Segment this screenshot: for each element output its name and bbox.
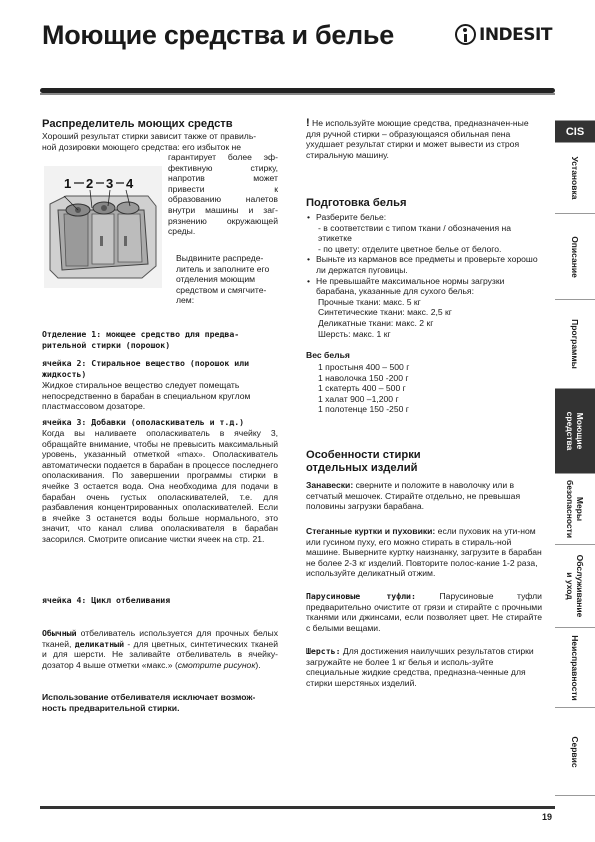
cell-3-text: Когда вы наливаете ополаскиватель в ячейку 3, обращайте внимание, чтобы не превысить максимальный уровень, указанный отметкой «max». Ополаскиватель автоматически подается в барабан в процессе последнего ополаскивания. По завершении программы стирки в ячейке 3 остается вода. Она необходима для подачи в барабан очень густых ополаскивателей, т.е. для разбавления концентрированных ополаскивателей. Если в ячейке 3 останется воды больше нормального, это значит, что канал слива ополаскивателя в барабан засорился. Смотрите описание чистки ячеек на стр. 21. [42,428,278,544]
weight-title: Вес белья [306,350,350,360]
intro-text: Хороший результат стирки зависит также от правиль- ной дозировки моющего средства: его избыток не [42,131,257,152]
figure-label-1: 1 [64,176,72,191]
bottom-rule [40,806,555,809]
tab-cis[interactable]: CIS [555,120,595,142]
bleach-note: Использование отбеливателя исключает возмож-ность предварительной стирки. [42,692,256,713]
page-title: Моющие средства и белье [42,20,394,50]
laundry-prep-list: • Разберите белье: - в соответствии с типом ткани / обозначения на этикетке - по цвету: отделите цветное белье от белого. • Выньте из карманов все предметы и проверьте хорошо ли держатся пуговицы. • Не превышайте максимальное нормы загрузки барабана, указанные для сухого белья: Прочные ткани: макс. 5 кг Синтетические ткани: макс. 2,5 кг Деликатные ткани: макс. 2 кг Шерсть: макс. 1 кг [306,212,542,339]
jackets-text: Стеганные куртки и пуховики: если пуховик на ути-ном или гусином пуху, его можно стирать в стираль-ной машине. Выверните куртку наизнанку, загрузите в барабан не более 2-3 кг изделий. Повторите полос-кание 1-2 раза, используйте деликатный отжим. [306,526,542,579]
weight-list: 1 простыня 400 – 500 г 1 наволочка 150 -200 г 1 скатерть 400 – 500 г 1 халат 900 –1,200 г 1 полотенце 150 -250 г [318,362,410,415]
section-title-special-items: Особенности стирки отдельных изделий [306,449,421,475]
wool-text: Шерсть: Для достижения наилучших результатов стирки загружайте не более 1 кг белья и исполь-зуйте специальные жидкие средства, предназна-ченные для стирки шерстяных изделий. [306,646,534,688]
tab-detergents[interactable]: Моющие средства [555,388,595,473]
tab-description[interactable]: Описание [555,213,595,299]
warning-icon: ! [306,117,310,129]
curtains-text: Занавески: сверните и положите в наволочку или в сетчатый мешочек. Стирайте отдельно, не превышая половины загрузки барабана. [306,480,521,512]
tab-programs[interactable]: Программы [555,299,595,388]
pull-out-text: Выдвините распреде- литель и заполните его отделения моющим средством и смягчите- лем: [176,253,270,306]
list-item: • Не превышайте максимальное нормы загрузки барабана, указанные для сухого белья: [316,276,542,297]
tab-installation[interactable]: Установка [555,142,595,213]
brand-logo [455,24,552,45]
cell-2-title: ячейка 2: Стиральное вещество (порошок или жидкость) [42,358,250,379]
page-number: 19 [542,812,553,822]
warning-note: ! Не используйте моющие средства, предназначен-ные для ручной стирки – образующаяся обильная пена ухудшает результат стирки и может вывести из строя стиральную машину. [306,117,529,160]
shoes-text: Парусиновые туфли: Парусиновые туфли предварительно очистите от грязи и стирайте с прочными тканями или джинсами, если позволяет цвет. Не стирайте с белыми вещами. [306,591,542,633]
cell-4-title: ячейка 4: Цикл отбеливания [42,595,171,605]
intro-wrap-text: гарантирует более эф- фективную стирку, напротив может привести к образованию налетов внутри машины и заг- рязнению окружающей среды. [168,152,278,237]
section-title-laundry-prep: Подготовка белья [306,197,407,209]
brand-name: INDESIT [479,24,552,45]
compartment-1-title: Отделение 1: моющее средство для предва-рительной стирки (порошок) [42,329,240,350]
tab-service[interactable]: Сервис [555,707,595,796]
list-item: • Разберите белье: [316,212,542,223]
cell-3-title: ячейка 3: Добавки (ополаскиватель и т.д.) [42,417,245,427]
dispenser-drawer-illustration [44,166,162,288]
list-item: • Выньте из карманов все предметы и проверьте хорошо ли держатся пуговицы. [316,254,542,275]
figure-label-4: 4 [126,176,134,191]
tab-safety[interactable]: Меры безопасности [555,473,595,544]
figure-label-2: 2 [86,176,94,191]
top-rule [40,93,555,95]
bleach-text: Обычный отбеливатель используется для прочных белых тканей, деликатный - для цветных, синтетических тканей и для шерсти. Не заливайте отбеливатель в ячейку-дозатор 4 выше отметки «макс.» (смотрите рисунок). [42,628,278,670]
section-title-dispenser: Распределитель моющих средств [42,118,233,130]
indesit-logo-icon [455,24,476,45]
tab-troubleshooting[interactable]: Неисправности [555,627,595,707]
cell-2-text: Жидкое стиральное вещество следует помещать непосредственно в барабан в специальном круглом пластмассовом дозаторе. [42,380,251,412]
tab-maintenance[interactable]: Обслуживание и уход [555,544,595,627]
figure-label-3: 3 [106,176,114,191]
